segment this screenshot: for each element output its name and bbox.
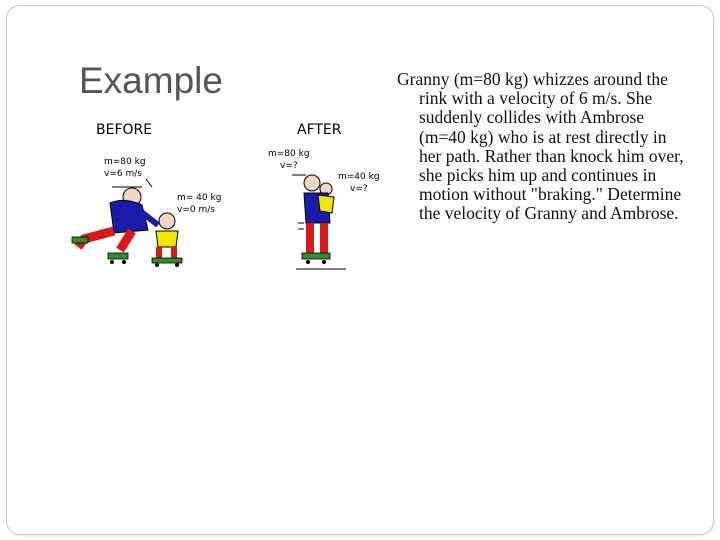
- before-label: BEFORE: [96, 122, 153, 138]
- after-ambrose-mass: m=40 kg: [338, 172, 380, 182]
- before-granny-velocity: v=6 m/s: [104, 169, 142, 179]
- collision-illustration: [70, 115, 380, 275]
- before-granny-mass: m=80 kg: [104, 157, 146, 167]
- problem-statement: [397, 70, 687, 224]
- after-label: AFTER: [297, 122, 342, 138]
- granny-before-figure: [72, 179, 158, 264]
- after-granny-velocity: v=?: [280, 161, 298, 171]
- before-ambrose-mass: m= 40 kg: [177, 193, 222, 203]
- problem-text: Granny (m=80 kg) whizzes around the rink with a velocity of 6 m/s. She suddenly collides with Ambrose (m=40 kg) who is at rest directly in her path. Rather than knock him over, she picks him up and continues in motion without "braking." Determine the velocity of Granny and Ambrose.: [397, 69, 684, 224]
- before-ambrose-velocity: v=0 m/s: [177, 205, 215, 215]
- granny-ambrose-after-figure: [292, 175, 346, 269]
- after-granny-mass: m=80 kg: [268, 149, 310, 159]
- after-ambrose-velocity: v=?: [350, 184, 368, 194]
- slide-title: Example: [79, 60, 223, 101]
